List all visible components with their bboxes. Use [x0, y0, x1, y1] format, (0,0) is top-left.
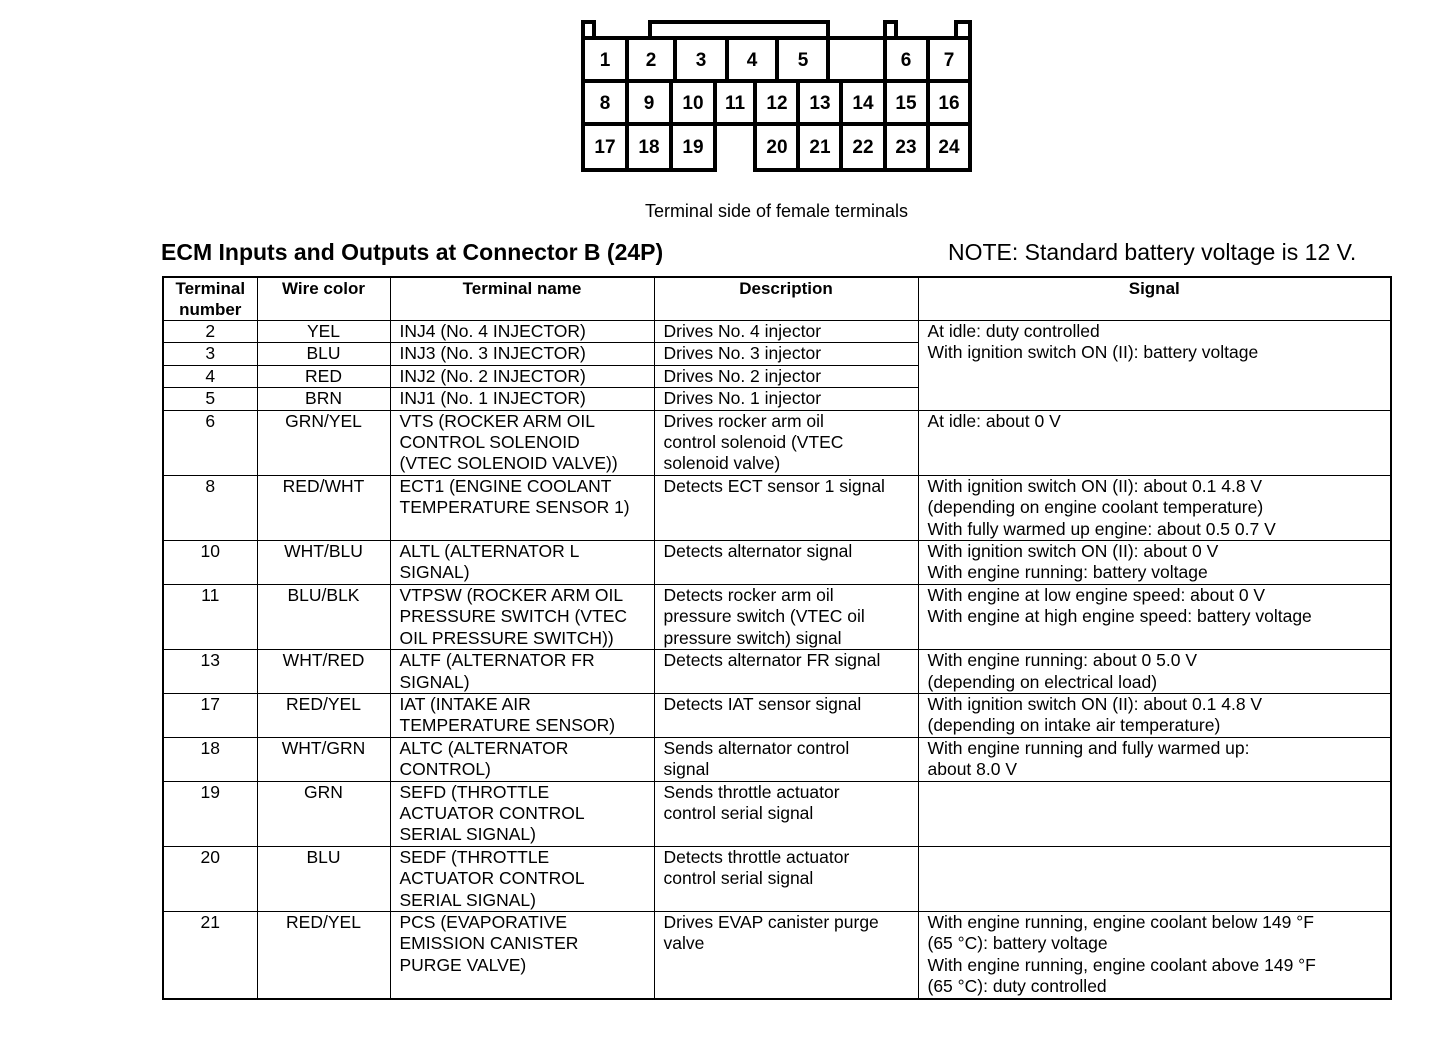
name-cell: VTPSW (ROCKER ARM OIL PRESSURE SWITCH (VTEC OIL PRESSURE SWITCH)): [390, 584, 654, 649]
pin-label: 24: [938, 137, 960, 158]
pin-label: 5: [797, 50, 809, 71]
header-description: Description: [654, 277, 918, 321]
terminal-cell: 21: [163, 911, 257, 998]
pin-label: 23: [895, 137, 917, 158]
wire-cell: WHT/GRN: [257, 737, 390, 781]
desc-cell: Sends alternator control signal: [654, 737, 918, 781]
pin-label: 3: [695, 50, 707, 71]
table-row: [163, 650, 1391, 694]
wire-cell: GRN: [257, 781, 390, 846]
pin-label: 16: [938, 93, 960, 114]
header-terminal-number: Terminal number: [163, 277, 257, 321]
name-cell: IAT (INTAKE AIR TEMPERATURE SENSOR): [390, 693, 654, 737]
terminal-cell: 10: [163, 541, 257, 585]
name-cell: PCS (EVAPORATIVE EMISSION CANISTER PURGE VALVE): [390, 911, 654, 998]
name-cell: INJ4 (No. 4 INJECTOR): [390, 321, 654, 343]
name-cell: ECT1 (ENGINE COOLANT TEMPERATURE SENSOR 1): [390, 475, 654, 540]
desc-cell: Detects alternator FR signal: [654, 650, 918, 694]
header-signal: Signal: [918, 277, 1391, 321]
terminal-cell: 18: [163, 737, 257, 781]
wire-cell: BRN: [257, 388, 390, 410]
pin-label: 4: [746, 50, 758, 71]
pin-label: 7: [943, 50, 955, 71]
signal-cell: With engine running and fully warmed up: about 8.0 V: [918, 737, 1391, 781]
pin-label: 17: [594, 137, 616, 158]
desc-cell: Detects rocker arm oil pressure switch (VTEC oil pressure switch) signal: [654, 584, 918, 649]
terminal-cell: 20: [163, 846, 257, 911]
signal-cell: [918, 781, 1391, 846]
desc-cell: Detects alternator signal: [654, 541, 918, 585]
pin-label: 2: [645, 50, 657, 71]
pin-label: 19: [682, 137, 704, 158]
signal-cell: At idle: about 0 V: [918, 410, 1391, 475]
pin-label: 15: [895, 93, 917, 114]
terminal-cell: 5: [163, 388, 257, 410]
desc-cell: Drives rocker arm oil control solenoid (VTEC solenoid valve): [654, 410, 918, 475]
pin-label: 11: [724, 93, 746, 114]
terminal-cell: 19: [163, 781, 257, 846]
signal-cell: With engine running: about 0 5.0 V (depending on electrical load): [918, 650, 1391, 694]
wire-cell: GRN/YEL: [257, 410, 390, 475]
pin-label: 18: [638, 137, 660, 158]
desc-cell: Drives No. 3 injector: [654, 343, 918, 365]
pin-label: 20: [766, 137, 788, 158]
pin-label: 12: [766, 93, 788, 114]
name-cell: INJ1 (No. 1 INJECTOR): [390, 388, 654, 410]
terminal-cell: 8: [163, 475, 257, 540]
signal-cell: With engine running, engine coolant below 149 °F (65 °C): battery voltage With engine running, engine coolant above 149 °F (65 °C): duty controlled: [918, 911, 1391, 998]
wire-cell: RED/WHT: [257, 475, 390, 540]
table-row: [163, 781, 1391, 846]
pin-label: 1: [599, 50, 611, 71]
desc-cell: Drives No. 4 injector: [654, 321, 918, 343]
wire-cell: WHT/RED: [257, 650, 390, 694]
desc-cell: Detects IAT sensor signal: [654, 693, 918, 737]
signal-cell: With ignition switch ON (II): about 0.1 4.8 V (depending on engine coolant temperature) With fully warmed up engine: about 0.5 0.7 V: [918, 475, 1391, 540]
wire-cell: RED/YEL: [257, 911, 390, 998]
connector-diagram: [575, 14, 979, 178]
terminal-cell: 6: [163, 410, 257, 475]
terminal-cell: 4: [163, 365, 257, 387]
terminal-cell: 11: [163, 584, 257, 649]
terminal-cell: 17: [163, 693, 257, 737]
wire-cell: WHT/BLU: [257, 541, 390, 585]
table-row: [163, 584, 1391, 649]
table-row: [163, 321, 1391, 343]
desc-cell: Drives No. 2 injector: [654, 365, 918, 387]
name-cell: INJ2 (No. 2 INJECTOR): [390, 365, 654, 387]
wire-cell: BLU/BLK: [257, 584, 390, 649]
io-table: [162, 276, 1392, 1000]
wire-cell: BLU: [257, 846, 390, 911]
wire-cell: RED: [257, 365, 390, 387]
name-cell: ALTF (ALTERNATOR FR SIGNAL): [390, 650, 654, 694]
pin-label: 10: [682, 93, 704, 114]
signal-cell: At idle: duty controlled With ignition switch ON (II): battery voltage: [918, 321, 1391, 411]
table-row: [163, 693, 1391, 737]
pin-label: 22: [852, 137, 874, 158]
table-header-row: [163, 277, 1391, 321]
name-cell: ALTL (ALTERNATOR L SIGNAL): [390, 541, 654, 585]
table-row: [163, 410, 1391, 475]
page-title: ECM Inputs and Outputs at Connector B (24P): [161, 239, 664, 265]
name-cell: ALTC (ALTERNATOR CONTROL): [390, 737, 654, 781]
pin-label: 9: [643, 93, 655, 114]
table-row: [163, 737, 1391, 781]
signal-cell: With engine at low engine speed: about 0 V With engine at high engine speed: battery voltage: [918, 584, 1391, 649]
terminal-cell: 3: [163, 343, 257, 365]
wire-cell: RED/YEL: [257, 693, 390, 737]
desc-cell: Sends throttle actuator control serial signal: [654, 781, 918, 846]
pin-label: 13: [809, 93, 831, 114]
desc-cell: Drives No. 1 injector: [654, 388, 918, 410]
pin-label: 6: [900, 50, 912, 71]
diagram-caption: Terminal side of female terminals: [644, 201, 909, 221]
signal-cell: With ignition switch ON (II): about 0 V With engine running: battery voltage: [918, 541, 1391, 585]
wire-cell: YEL: [257, 321, 390, 343]
table-row: [163, 911, 1391, 998]
desc-cell: Detects throttle actuator control serial signal: [654, 846, 918, 911]
signal-cell: [918, 846, 1391, 911]
pin-label: 14: [852, 93, 874, 114]
desc-cell: Detects ECT sensor 1 signal: [654, 475, 918, 540]
wire-cell: BLU: [257, 343, 390, 365]
name-cell: SEFD (THROTTLE ACTUATOR CONTROL SERIAL SIGNAL): [390, 781, 654, 846]
name-cell: VTS (ROCKER ARM OIL CONTROL SOLENOID (VTEC SOLENOID VALVE)): [390, 410, 654, 475]
name-cell: INJ3 (No. 3 INJECTOR): [390, 343, 654, 365]
table-row: [163, 541, 1391, 585]
desc-cell: Drives EVAP canister purge valve: [654, 911, 918, 998]
pin-label: 8: [599, 93, 611, 114]
header-wire-color: Wire color: [257, 277, 390, 321]
name-cell: SEDF (THROTTLE ACTUATOR CONTROL SERIAL SIGNAL): [390, 846, 654, 911]
signal-cell: With ignition switch ON (II): about 0.1 4.8 V (depending on intake air temperature): [918, 693, 1391, 737]
header-terminal-name: Terminal name: [390, 277, 654, 321]
terminal-cell: 2: [163, 321, 257, 343]
terminal-cell: 13: [163, 650, 257, 694]
table-row: [163, 846, 1391, 911]
pin-label: 21: [809, 137, 831, 158]
voltage-note: NOTE: Standard battery voltage is 12 V.: [948, 239, 1357, 265]
table-row: [163, 475, 1391, 540]
